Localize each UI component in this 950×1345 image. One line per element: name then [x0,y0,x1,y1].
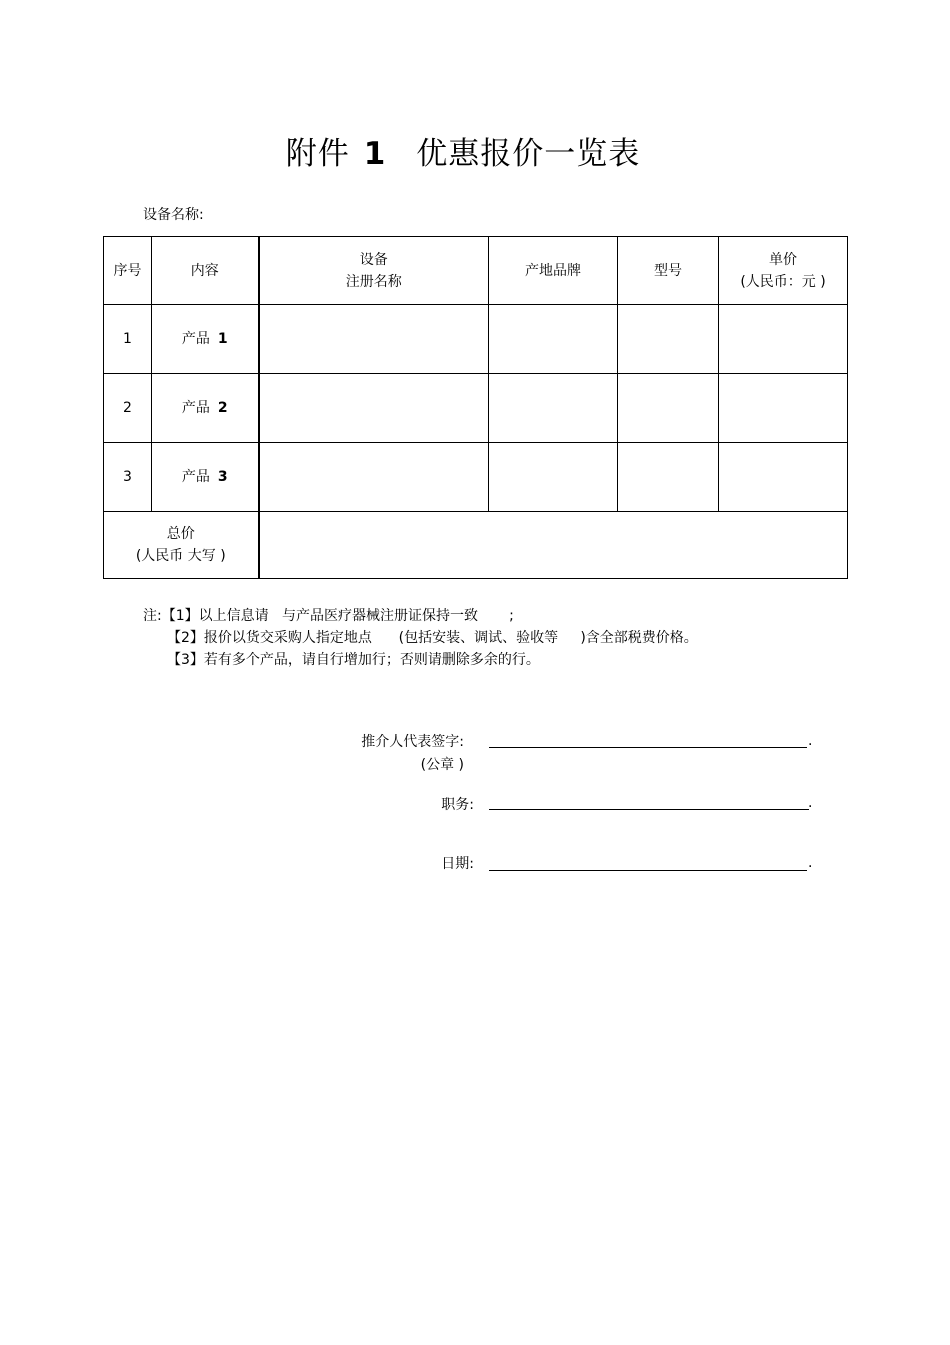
cell-origin-brand[interactable] [489,443,618,512]
total-label [104,512,259,579]
position-line[interactable] [489,809,809,810]
rep-label: 推介人代表签字: [361,734,464,750]
seal-label: (公章 ) [420,757,464,773]
cell-model[interactable] [618,443,719,512]
row-seq: 3 [104,443,152,512]
cell-unit-price[interactable] [719,374,848,443]
product-label: 产品 [181,331,210,347]
notes [143,605,698,671]
header-origin-brand: 产地品牌 [489,237,618,305]
product-number: 3 [217,469,228,485]
header-price-line1: 单价 [769,251,797,268]
cell-model[interactable] [618,305,719,374]
row-product [152,374,259,443]
cell-origin-brand[interactable] [489,305,618,374]
rep-signature-line[interactable] [489,747,807,748]
title-number: 1 [363,136,387,172]
date-line[interactable] [489,870,807,871]
title-prefix: 附件 [285,136,350,172]
cell-device-name[interactable] [259,374,489,443]
product-label: 产品 [181,400,210,416]
total-label-line2: (人民币 大写 ) [135,548,226,564]
title-text: 优惠报价一览表 [416,136,641,172]
position-end-mark: . [808,795,813,811]
date-end-mark: . [808,855,813,871]
header-device-line2: 注册名称 [345,273,402,290]
cell-device-name[interactable] [259,443,489,512]
note-3: 【3】若有多个产品，请自行增加行；否则请删除多余的行。 [167,652,540,668]
header-device [259,237,489,305]
device-name-label: 设备名称: [143,207,204,223]
header-content: 内容 [152,237,259,305]
note-1: 注:【1】以上信息请 与产品医疗器械注册证保持一致 ; [143,608,514,624]
position-label: 职务: [441,797,474,813]
date-label: 日期: [441,856,474,872]
table-row [104,305,848,374]
product-number: 1 [217,331,228,347]
product-label: 产品 [181,469,210,485]
cell-model[interactable] [618,374,719,443]
rep-end-mark: . [808,733,813,749]
note-2: 【2】报价以货交采购人指定地点 (包括安装、调试、验收等 )含全部税费价格。 [167,630,698,646]
cell-unit-price[interactable] [719,305,848,374]
table-row [104,374,848,443]
header-seq: 序号 [104,237,152,305]
header-unit-price [719,237,848,305]
total-label-line1: 总价 [166,526,195,542]
header-model: 型号 [618,237,719,305]
table-header-row [104,237,848,305]
row-product [152,305,259,374]
cell-total-amount[interactable] [259,512,848,579]
row-seq: 1 [104,305,152,374]
header-device-line1: 设备 [359,251,388,268]
product-number: 2 [217,400,228,416]
quote-table [103,236,848,579]
row-product [152,443,259,512]
total-row [104,512,848,579]
page-title [0,128,926,173]
row-seq: 2 [104,374,152,443]
cell-device-name[interactable] [259,305,489,374]
cell-origin-brand[interactable] [489,374,618,443]
cell-unit-price[interactable] [719,443,848,512]
table-row [104,443,848,512]
header-price-line2: (人民币：元 ) [740,273,826,290]
